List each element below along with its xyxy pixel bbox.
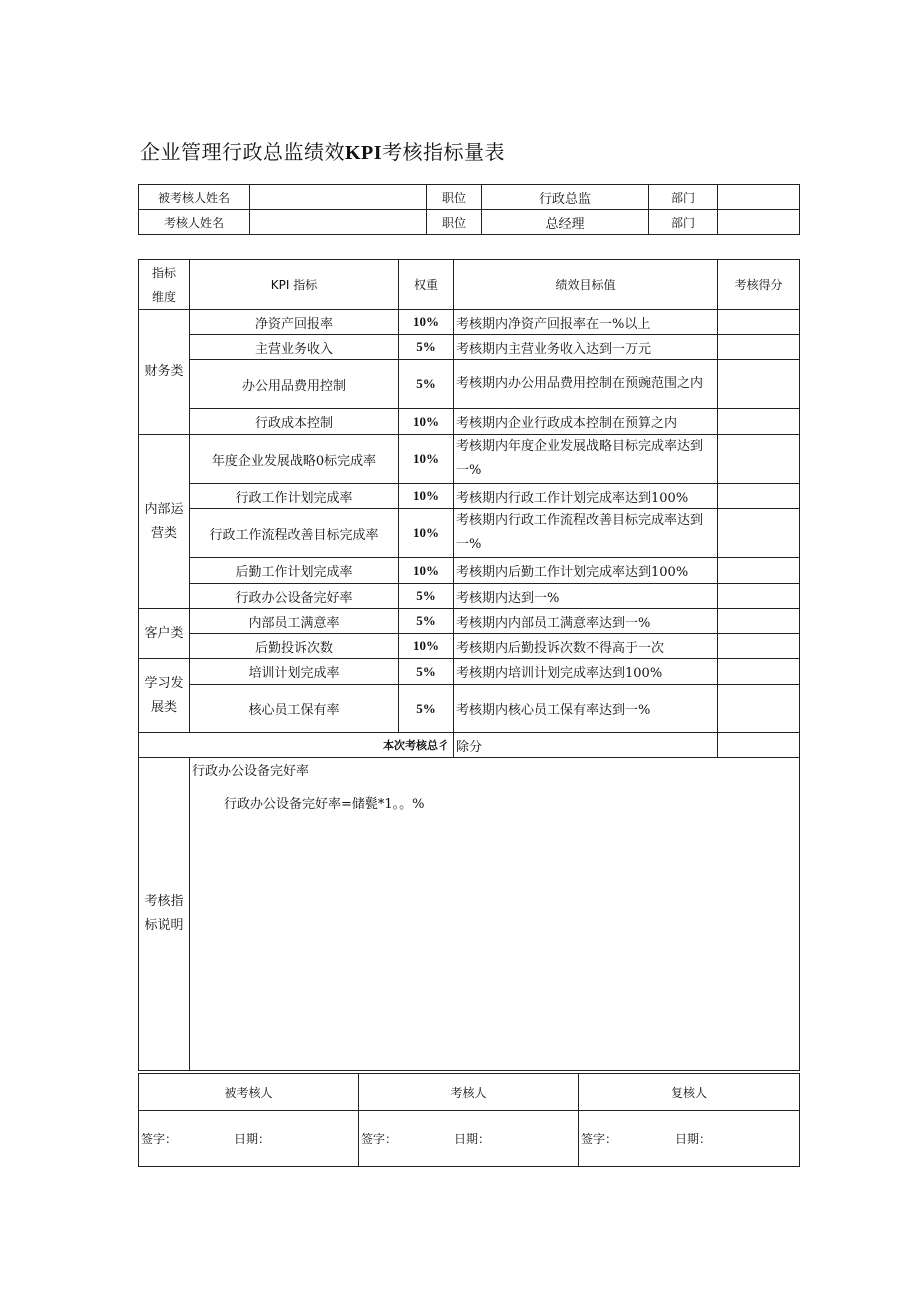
header-dim-line2: 维度 (151, 289, 176, 304)
weight-cell: 5% (399, 584, 454, 609)
page-title (140, 136, 505, 165)
weight-cell: 10% (399, 484, 454, 509)
kpi-cell: 主营业务收入 (190, 335, 399, 360)
title-kpi: KPI (345, 142, 383, 164)
target-cell: 考核期内净资产回报率在一%以上 (454, 310, 718, 335)
info-row-evaluator (139, 210, 800, 235)
signature-row (139, 1111, 800, 1167)
target-cell: 考核期内主营业务收入达到一万元 (454, 335, 718, 360)
header-dim-line1: 指标 (151, 265, 176, 280)
evaluator-name-label: 考核人姓名 (139, 210, 250, 235)
total-label: 本次考核总彳 (139, 733, 454, 758)
score-cell[interactable] (718, 310, 800, 335)
score-cell[interactable] (718, 484, 800, 509)
score-cell[interactable] (718, 558, 800, 584)
table-row (139, 509, 800, 558)
weight-cell: 5% (399, 609, 454, 634)
table-row (139, 360, 800, 409)
notes-line-1: 行政办公设备完好率 (192, 764, 310, 779)
kpi-cell: 行政办公设备完好率 (190, 584, 399, 609)
weight-cell: 10% (399, 409, 454, 435)
signature-table (138, 1073, 800, 1167)
sign-label: 签字： (581, 1132, 618, 1146)
total-score-cell[interactable] (718, 733, 800, 758)
kpi-cell: 后勤工作计划完成率 (190, 558, 399, 584)
table-row (139, 335, 800, 360)
target-cell: 考核期内行政工作计划完成率达到100% (454, 484, 718, 509)
target-cell: 考核期内办公用品费用控制在预豌范围之内 (454, 360, 718, 409)
weight-cell: 10% (399, 509, 454, 558)
score-cell[interactable] (718, 609, 800, 634)
notes-label: 考核指标说明 (139, 758, 190, 1071)
position-label: 职位 (427, 210, 482, 235)
weight-cell: 10% (399, 634, 454, 659)
target-cell: 考核期内后勤投诉次数不得高于一次 (454, 634, 718, 659)
target-cell: 考核期内达到一% (454, 584, 718, 609)
score-cell[interactable] (718, 409, 800, 435)
evaluatee-position: 行政总监 (482, 185, 649, 210)
title-prefix: 企业管理行政总监绩效 (140, 140, 345, 164)
kpi-cell: 核心员工保有率 (190, 685, 399, 733)
reviewer-signature-cell[interactable] (579, 1111, 800, 1167)
evaluator-header: 考核人 (359, 1074, 579, 1111)
notes-line-2: 行政办公设备完好率=储甏*1。。% (224, 797, 425, 812)
weight-cell: 5% (399, 360, 454, 409)
weight-cell: 10% (399, 435, 454, 484)
dimension-learning: 学习发展类 (139, 659, 190, 733)
kpi-cell: 净资产回报率 (190, 310, 399, 335)
table-row (139, 659, 800, 685)
evaluator-position: 总经理 (482, 210, 649, 235)
notes-content (190, 758, 800, 1071)
table-row (139, 435, 800, 484)
table-row (139, 584, 800, 609)
table-row (139, 634, 800, 659)
department-label: 部门 (649, 185, 718, 210)
table-row (139, 609, 800, 634)
score-cell[interactable] (718, 685, 800, 733)
header-target: 绩效目标值 (454, 260, 718, 310)
evaluatee-name-label: 被考核人姓名 (139, 185, 250, 210)
kpi-cell: 行政工作计划完成率 (190, 484, 399, 509)
kpi-cell: 内部员工满意率 (190, 609, 399, 634)
target-cell: 考核期内年度企业发展战略目标完成率达到一% (454, 435, 718, 484)
target-cell: 考核期内内部员工满意率达到一% (454, 609, 718, 634)
date-label: 日期： (453, 1132, 490, 1146)
target-cell: 考核期内培训计划完成率达到100% (454, 659, 718, 685)
score-cell[interactable] (718, 360, 800, 409)
weight-cell: 5% (399, 659, 454, 685)
table-row (139, 484, 800, 509)
table-row (139, 558, 800, 584)
header-score: 考核得分 (718, 260, 800, 310)
kpi-cell: 行政工作流程改善目标完成率 (190, 509, 399, 558)
kpi-cell: 年度企业发展战略0标完成率 (190, 435, 399, 484)
evaluator-department-field[interactable] (718, 210, 800, 235)
kpi-cell: 培训计划完成率 (190, 659, 399, 685)
score-cell[interactable] (718, 509, 800, 558)
evaluator-name-field[interactable] (250, 210, 427, 235)
kpi-cell: 后勤投诉次数 (190, 634, 399, 659)
evaluatee-header: 被考核人 (139, 1074, 359, 1111)
target-cell: 考核期内核心员工保有率达到一% (454, 685, 718, 733)
date-label: 日期： (233, 1132, 270, 1146)
score-cell[interactable] (718, 659, 800, 685)
evaluatee-department-field[interactable] (718, 185, 800, 210)
table-row (139, 409, 800, 435)
title-suffix: 考核指标量表 (382, 140, 506, 164)
weight-cell: 5% (399, 685, 454, 733)
evaluatee-signature-cell[interactable] (139, 1111, 359, 1167)
target-cell: 考核期内行政工作流程改善目标完成率达到一% (454, 509, 718, 558)
reviewer-header: 复核人 (579, 1074, 800, 1111)
department-label: 部门 (649, 210, 718, 235)
info-row-evaluatee (139, 185, 800, 210)
notes-row (139, 758, 800, 1071)
dimension-finance: 财务类 (139, 310, 190, 435)
info-table (138, 184, 800, 235)
signature-header-row (139, 1074, 800, 1111)
kpi-table (138, 259, 800, 1071)
total-value: 除分 (454, 733, 718, 758)
target-cell: 考核期内企业行政成本控制在预算之内 (454, 409, 718, 435)
kpi-cell: 办公用品费用控制 (190, 360, 399, 409)
score-cell[interactable] (718, 584, 800, 609)
table-row (139, 685, 800, 733)
weight-cell: 10% (399, 558, 454, 584)
score-cell[interactable] (718, 335, 800, 360)
target-cell: 考核期内后勤工作计划完成率达到100% (454, 558, 718, 584)
date-label: 日期： (674, 1132, 711, 1146)
kpi-cell: 行政成本控制 (190, 409, 399, 435)
position-label: 职位 (427, 185, 482, 210)
dimension-internal: 内部运营类 (139, 435, 190, 609)
score-cell[interactable] (718, 634, 800, 659)
score-cell[interactable] (718, 435, 800, 484)
header-dimension (139, 260, 190, 310)
evaluator-signature-cell[interactable] (359, 1111, 579, 1167)
kpi-header-row (139, 260, 800, 310)
total-row (139, 733, 800, 758)
evaluatee-name-field[interactable] (250, 185, 427, 210)
header-kpi: KPI 指标 (190, 260, 399, 310)
header-weight: 权重 (399, 260, 454, 310)
sign-label: 签字： (141, 1132, 178, 1146)
weight-cell: 5% (399, 335, 454, 360)
weight-cell: 10% (399, 310, 454, 335)
table-row (139, 310, 800, 335)
dimension-customer: 客户类 (139, 609, 190, 659)
sign-label: 签字： (361, 1132, 398, 1146)
